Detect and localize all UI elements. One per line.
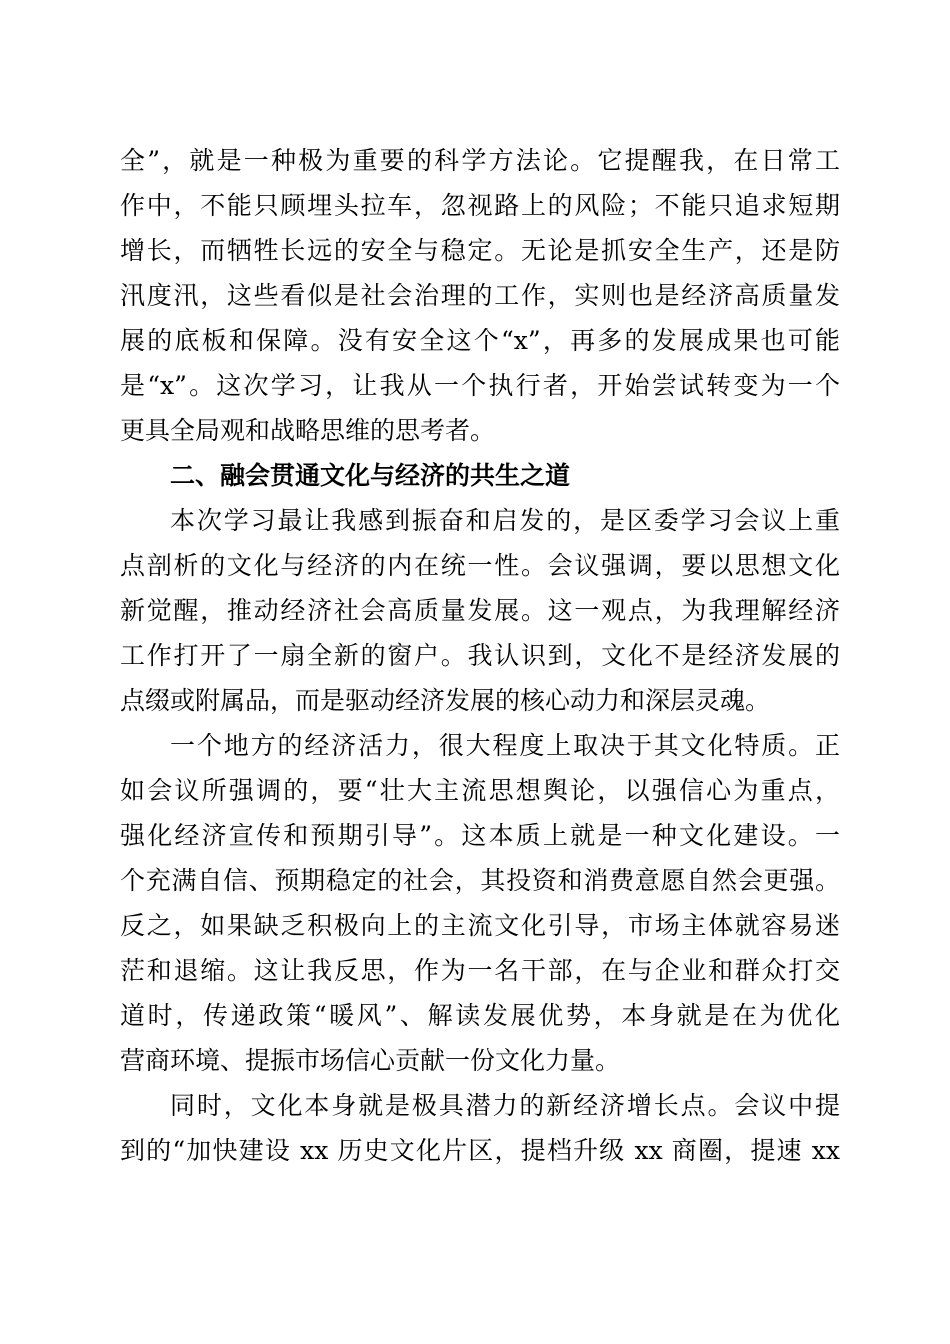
- paragraph-1-line-1: 全”，就是一种极为重要的科学方法论。它提醒我，在日常工: [120, 146, 840, 175]
- paragraph-2-line-5: 点缀或附属品，而是驱动经济发展的核心动力和深层灵魂。: [120, 686, 771, 715]
- paragraph-3-line-4: 个充满自信、预期稳定的社会，其投资和消费意愿自然会更强。: [120, 866, 840, 895]
- paragraph-3-line-6: 茫和退缩。这让我反思，作为一名干部，在与企业和群众打交: [120, 956, 840, 985]
- paragraph-4-line-1: 同时，文化本身就是极具潜力的新经济增长点。会议中提: [170, 1091, 840, 1120]
- paragraph-3-line-5: 反之，如果缺乏积极向上的主流文化引导，市场主体就容易迷: [120, 911, 840, 940]
- paragraph-4-line-2: 到的“加快建设 xx 历史文化片区，提档升级 xx 商圈，提速 xx: [120, 1136, 840, 1165]
- paragraph-3-line-8: 营商环境、提振市场信心贡献一份文化力量。: [120, 1046, 621, 1075]
- paragraph-1-line-2: 作中，不能只顾埋头拉车，忽视路上的风险；不能只追求短期: [120, 191, 840, 220]
- paragraph-3-line-1: 一个地方的经济活力，很大程度上取决于其文化特质。正: [170, 731, 840, 760]
- paragraph-3-line-3: 强化经济宣传和预期引导”。这本质上就是一种文化建设。一: [120, 821, 840, 850]
- paragraph-3-line-2: 如会议所强调的，要“壮大主流思想舆论，以强信心为重点，: [120, 776, 840, 805]
- paragraph-1-line-6: 是“x”。这次学习，让我从一个执行者，开始尝试转变为一个: [120, 371, 840, 400]
- section-heading-2: 二、融会贯通文化与经济的共生之道: [170, 461, 571, 490]
- paragraph-1-line-7: 更具全局观和战略思维的思考者。: [120, 416, 496, 445]
- paragraph-1-line-3: 增长，而牺牲长远的安全与稳定。无论是抓安全生产，还是防: [120, 236, 840, 265]
- paragraph-3-line-7: 道时，传递政策“暖风”、解读发展优势，本身就是在为优化: [120, 1001, 840, 1030]
- paragraph-1-line-5: 展的底板和保障。没有安全这个“x”，再多的发展成果也可能: [120, 326, 840, 355]
- paragraph-2-line-2: 点剖析的文化与经济的内在统一性。会议强调，要以思想文化: [120, 551, 840, 580]
- paragraph-2-line-3: 新觉醒，推动经济社会高质量发展。这一观点，为我理解经济: [120, 596, 840, 625]
- paragraph-2-line-4: 工作打开了一扇全新的窗户。我认识到，文化不是经济发展的: [120, 641, 840, 670]
- paragraph-1-line-4: 汛度汛，这些看似是社会治理的工作，实则也是经济高质量发: [120, 281, 840, 310]
- paragraph-2-line-1: 本次学习最让我感到振奋和启发的，是区委学习会议上重: [170, 506, 840, 535]
